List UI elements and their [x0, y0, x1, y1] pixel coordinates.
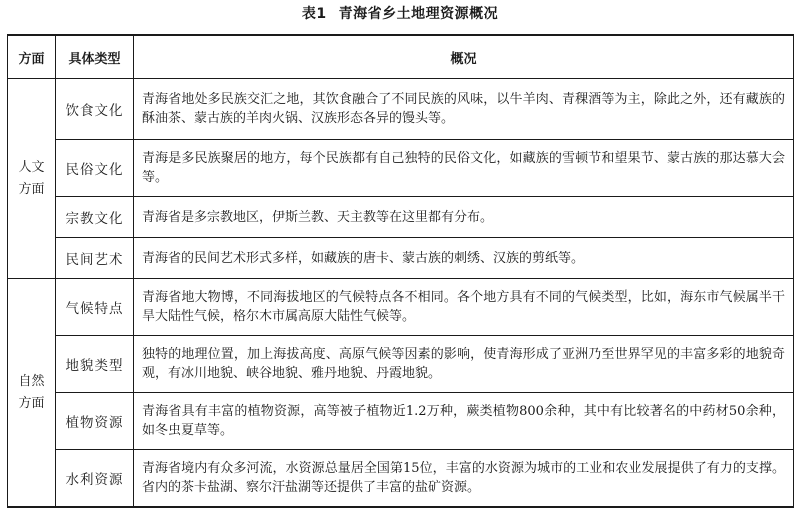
- header-type: 具体类型: [56, 35, 134, 79]
- type-cell: 饮食文化: [56, 79, 134, 140]
- description-cell: 青海省是多宗教地区，伊斯兰教、天主教等在这里都有分布。: [134, 197, 794, 238]
- table-row: [8, 450, 794, 508]
- description-cell: 青海省地大物博，不同海拔地区的气候特点各不相同。各个地方具有不同的气候类型，比如，海东市气候属半干旱大陆性气候，格尔木市属高原大陆性气候等。: [134, 279, 794, 336]
- table-row: [8, 79, 794, 140]
- category-label: 自然: [18, 373, 45, 389]
- table-caption: [0, 5, 800, 23]
- table-row: [8, 279, 794, 336]
- table-title: 青海省乡土地理资源概况: [338, 6, 499, 22]
- description-cell: 青海是多民族聚居的地方，每个民族都有自己独特的民俗文化，如藏族的雪顿节和望果节、蒙古族的那达慕大会等。: [134, 140, 794, 197]
- resource-table: [7, 34, 794, 508]
- table-row: [8, 140, 794, 197]
- type-cell: 水利资源: [56, 450, 134, 508]
- description-cell: 独特的地理位置，加上海拔高度、高原气候等因素的影响，使青海形成了亚洲乃至世界罕见的丰富多彩的地貌奇观，有冰川地貌、峡谷地貌、雅丹地貌、丹霞地貌。: [134, 336, 794, 393]
- description-cell: 青海省具有丰富的植物资源，高等被子植物近1.2万种，蕨类植物800余种，其中有比较著名的中药材50余种，如冬虫夏草等。: [134, 393, 794, 450]
- type-cell: 地貌类型: [56, 336, 134, 393]
- description-cell: 青海省境内有众多河流，水资源总量居全国第15位，丰富的水资源为城市的工业和农业发展提供了有力的支撑。省内的茶卡盐湖、察尔汗盐湖等还提供了丰富的盐矿资源。: [134, 450, 794, 508]
- table-number: 表1: [301, 6, 327, 22]
- type-cell: 民间艺术: [56, 238, 134, 279]
- type-cell: 气候特点: [56, 279, 134, 336]
- category-label: 方面: [18, 395, 45, 411]
- description-cell: 青海省的民间艺术形式多样，如藏族的唐卡、蒙古族的刺绣、汉族的剪纸等。: [134, 238, 794, 279]
- category-nature: [8, 279, 56, 508]
- category-label: 人文: [18, 159, 45, 175]
- table-row: [8, 393, 794, 450]
- table-row: [8, 336, 794, 393]
- table-header-row: [8, 35, 794, 79]
- type-cell: 宗教文化: [56, 197, 134, 238]
- header-description: 概况: [134, 35, 794, 79]
- category-humanities: [8, 79, 56, 279]
- table-row: [8, 197, 794, 238]
- description-cell: 青海省地处多民族交汇之地，其饮食融合了不同民族的风味，以牛羊肉、青稞酒等为主，除此之外，还有藏族的酥油茶、蒙古族的羊肉火锅、汉族形态各异的馒头等。: [134, 79, 794, 140]
- category-label: 方面: [18, 181, 45, 197]
- header-category: 方面: [8, 35, 56, 79]
- type-cell: 植物资源: [56, 393, 134, 450]
- type-cell: 民俗文化: [56, 140, 134, 197]
- table-row: [8, 238, 794, 279]
